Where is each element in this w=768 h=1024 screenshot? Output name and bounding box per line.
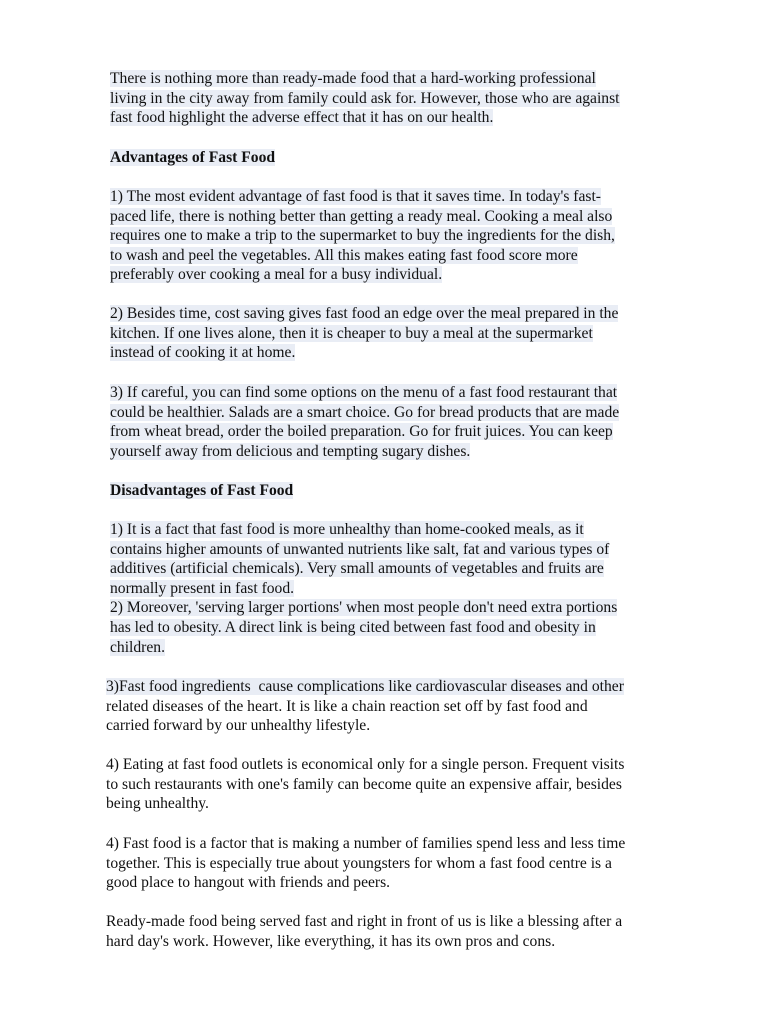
disadvantage-1-2-paragraph: [110, 520, 710, 657]
paragraph-line: kitchen. If one lives alone, then it is cheaper to buy a meal at the supermarket: [110, 324, 593, 342]
paragraph-line: could be healthier. Salads are a smart choice. Go for bread products that are made: [110, 403, 620, 421]
paragraph-line: 3) If careful, you can find some options on the menu of a fast food restaurant that: [110, 384, 618, 401]
paragraph-line: Ready-made food being served fast and right in front of us is like a blessing after a: [106, 913, 623, 930]
disadvantages-heading: Disadvantages of Fast Food: [110, 482, 294, 499]
paragraph-line: being unhealthy.: [106, 795, 209, 813]
paragraph-line: additives (artificial chemicals). Very small amounts of vegetables and fruits are: [110, 560, 604, 578]
paragraph-line: 3)Fast food ingredients cause complications like cardiovascular diseases and other: [106, 678, 624, 695]
paragraph-line: normally present in fast food.: [110, 579, 295, 597]
paragraph-line: 4) Eating at fast food outlets is economical only for a single person. Frequent visits: [106, 756, 625, 773]
paragraph-line: from wheat bread, order the boiled preparation. Go for fruit juices. You can keep: [110, 423, 613, 441]
disadvantage-4b-paragraph: [106, 834, 706, 893]
paragraph-line: children.: [110, 638, 165, 656]
paragraph-line: has led to obesity. A direct link is being cited between fast food and obesity in: [110, 618, 596, 636]
intro-paragraph: [110, 69, 710, 128]
paragraph-line: to wash and peel the vegetables. All this makes eating fast food score more: [110, 246, 578, 264]
paragraph-line: to such restaurants with one's family can become quite an expensive affair, besides: [106, 775, 622, 793]
advantages-heading-block: [110, 148, 710, 168]
paragraph-line: 2) Besides time, cost saving gives fast food an edge over the meal prepared in the: [110, 305, 619, 322]
paragraph-line: instead of cooking it at home.: [110, 344, 296, 362]
paragraph-line: requires one to make a trip to the supermarket to buy the ingredients for the dish,: [110, 227, 615, 245]
paragraph-line: yourself away from delicious and tempting sugary dishes.: [110, 442, 471, 460]
paragraph-line: 1) The most evident advantage of fast food is that it saves time. In today's fast-: [110, 188, 602, 205]
paragraph-line: preferably over cooking a meal for a busy individual.: [110, 266, 443, 284]
paragraph-line: There is nothing more than ready-made food that a hard-working professional: [110, 70, 596, 87]
conclusion-paragraph: [106, 912, 706, 951]
advantage-1-paragraph: [110, 187, 710, 285]
paragraph-line: paced life, there is nothing better than getting a ready meal. Cooking a meal also: [110, 207, 613, 225]
paragraph-line: 4) Fast food is a factor that is making a number of families spend less and less time: [106, 835, 626, 852]
disadvantages-heading-block: [110, 481, 710, 501]
advantage-3-paragraph: [110, 383, 710, 461]
paragraph-line: 1) It is a fact that fast food is more unhealthy than home-cooked meals, as it: [110, 521, 584, 538]
paragraph-line: fast food highlight the adverse effect that it has on our health.: [110, 109, 494, 127]
paragraph-line: related diseases of the heart. It is like a chain reaction set off by fast food and: [106, 697, 588, 715]
advantages-heading: Advantages of Fast Food: [110, 149, 276, 166]
paragraph-line: carried forward by our unhealthy lifestyle.: [106, 717, 371, 735]
disadvantage-4a-paragraph: [106, 755, 706, 814]
paragraph-line: together. This is especially true about youngsters for whom a fast food centre is a: [106, 854, 612, 872]
paragraph-line: contains higher amounts of unwanted nutrients like salt, fat and various types of: [110, 540, 610, 558]
paragraph-line: living in the city away from family could ask for. However, those who are against: [110, 89, 620, 107]
paragraph-line: 2) Moreover, 'serving larger portions' when most people don't need extra portions: [110, 599, 618, 617]
paragraph-line: good place to hangout with friends and peers.: [106, 874, 391, 892]
paragraph-line: hard day's work. However, like everything, it has its own pros and cons.: [106, 932, 556, 950]
disadvantage-3-paragraph: [106, 677, 706, 736]
advantage-2-paragraph: [110, 304, 710, 363]
